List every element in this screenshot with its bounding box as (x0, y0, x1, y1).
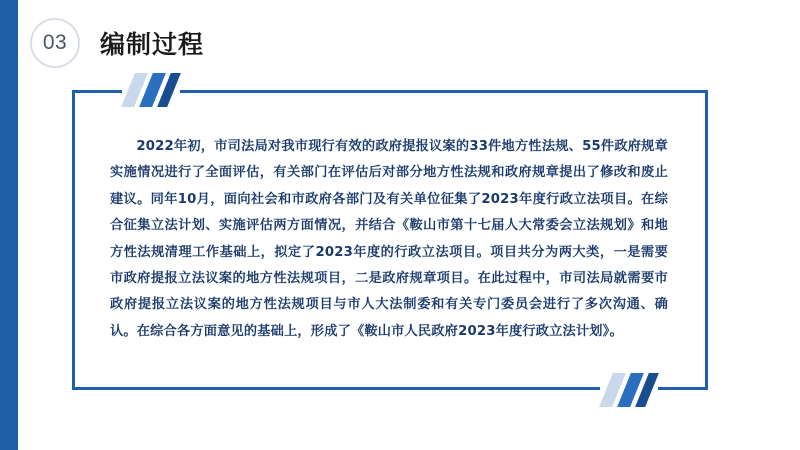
content-frame (72, 90, 708, 390)
frame-border-left (72, 90, 75, 390)
frame-border-right (705, 90, 708, 390)
section-number-badge: 03 (30, 18, 80, 68)
body-paragraph: 2022年初，市司法局对我市现行有效的政府提报议案的33件地方性法规、55件政府规章实施情况进行了全面评估，有关部门在评估后对部分地方性法规和政府规章提出了修改和废止建议。同年10月，面向社会和市政府各部门及有关单位征集了2023年度行政立法项目。在综合征集立法计划、实施评估两方面情况，并结合《鞍山市第十七届人大常委会立法规划》和地方性法规清理工作基础上，拟定了2023年度的行政立法项目。项目共分为两大类，一是需要市政府提报立法议案的地方性法规项目，二是政府规章项目。在此过程中，市司法局就需要市政府提报立法议案的地方性法规项目与市人大法制委和有关专门委员会进行了多次沟通、确认。在综合各方面意见的基础上，形成了《鞍山市人民政府2023年度行政立法计划》。 (110, 139, 668, 339)
slide-header (30, 18, 204, 68)
decorative-stripes-top (122, 73, 180, 107)
left-accent-bar (0, 0, 18, 450)
decorative-stripes-bottom (600, 373, 658, 407)
page-title: 编制过程 (100, 30, 205, 59)
